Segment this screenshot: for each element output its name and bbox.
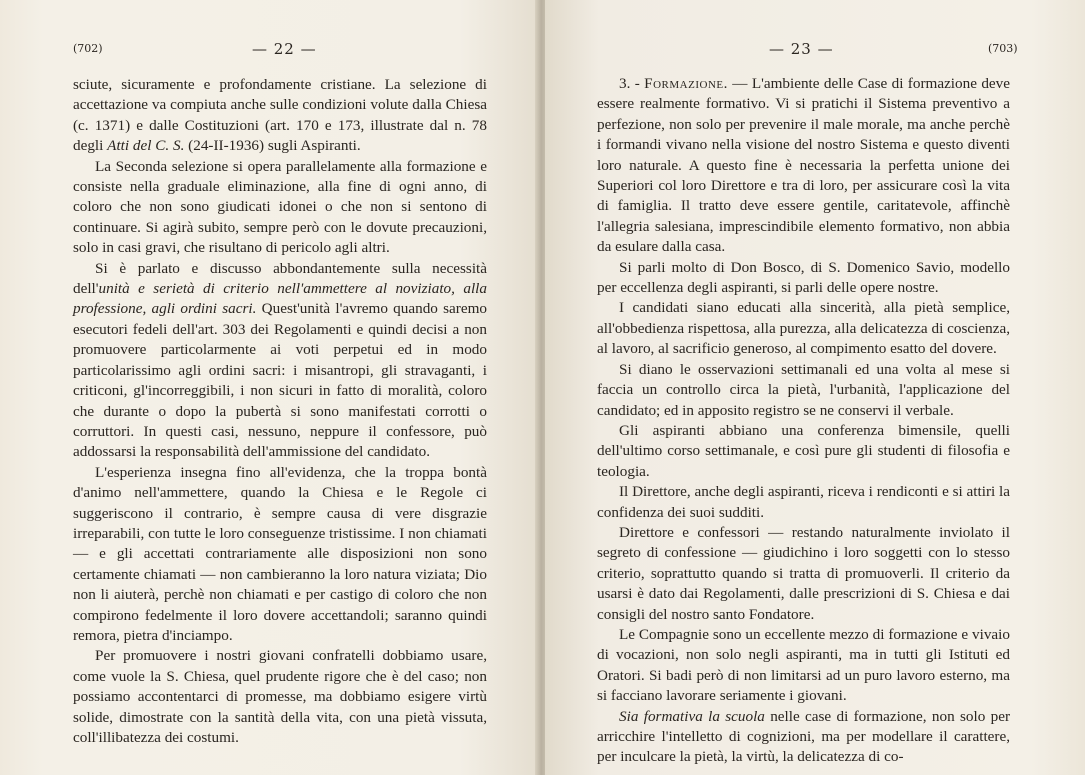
right-archive-number: (703) [988, 42, 1018, 55]
left-page [0, 0, 541, 775]
right-page [545, 0, 1085, 775]
right-page-body [597, 74, 1010, 768]
paragraph [597, 482, 1010, 523]
paragraph [73, 463, 487, 647]
paragraph [597, 707, 1010, 768]
italic-text: unità e serietà di criterio nell'ammettere al noviziato, alla professione, agli ordini sacri. [73, 280, 487, 318]
italic-text: Sia formativa la scuola [619, 707, 765, 725]
paragraph [73, 75, 487, 157]
paragraph [597, 298, 1010, 359]
text-run: L'esperienza insegna fino all'evidenza, che la troppa bontà d'animo nell'ammettere, quando la Chiesa e le Regole ci suggeriscono il contrario, è sempre causa di vere disgrazie irreparabili, con tutte le loro conseguenze tristissime. I non chiamati — e gli accettati contrariamente alle disposizioni non sono certamente chiamati — non cambieranno la loro natura viziata; Dio non li aiuterà, perchè non chiamati e per castigo di coloro che non compirono fedelmente il loro dovere accettandoli; saranno quindi remora, pietra d'inciampo. [73, 463, 487, 644]
text-run: Si diano le osservazioni settimanali ed una volta al mese si faccia un controllo circa la pietà, l'urbanità, l'applicazione del candidato; ed in apposito registro se ne conservi il verbale. [597, 360, 1010, 419]
paragraph [73, 259, 487, 463]
text-run: sciute, sicuramente e profondamente cristiane. La selezione di accettazione va compiuta anche sulle condizioni volute dalla Chiesa (c. 1371) e dalle Costituzioni (art. 170 e 173, illustrate dal n. 78 degli [73, 76, 487, 155]
text-run: Si parli molto di Don Bosco, di S. Domenico Savio, modello per eccellenza degli aspiranti, si parli delle opere nostre. [597, 258, 1010, 297]
text-run: I candidati siano educati alla sincerità, alla pietà semplice, all'obbedienza rispettosa, alla purezza, alla delicatezza di coscienza, al lavoro, al sacrificio generoso, al compimento esatto del dovere. [597, 299, 1010, 358]
text-run: (24-II-1936) sugli Aspiranti. [184, 137, 361, 155]
text-run: 3. - [619, 75, 645, 92]
text-run: Per promuovere i nostri giovani confratelli dobbiamo usare, come vuole la S. Chiesa, quel prudente rigore che è del caso; non possiamo accontentarci di promesse, ma dobbiamo esigere virtù solide, dimostrate con la santità della vita, con una pietà vissuta, coll'illibatezza dei costumi. [73, 647, 487, 746]
small-caps-heading: Formazione. [644, 75, 728, 92]
italic-text: Atti del C. S. [107, 137, 185, 155]
text-run: La Seconda selezione si opera parallelamente alla formazione e consiste nella graduale eliminazione, alla fine di ogni anno, di coloro che non sono giudicati idonei o che non si sentono di continuare. Si agirà subito, sempre però con le dovute precauzioni, solo in casi gravi, che risultano di pericolo agli altri. [73, 157, 487, 257]
paragraph [597, 523, 1010, 625]
paragraph [597, 258, 1010, 299]
text-run: Gli aspiranti abbiano una conferenza bimensile, quelli dell'ultimo corso settimanale, e così pure gli studenti di filosofia e teologia. [597, 421, 1010, 480]
left-archive-number: (702) [73, 42, 103, 55]
text-run: Direttore e confessori — restando naturalmente inviolato il segreto di confessione — giudichino i loro soggetti con lo stesso criterio, soprattutto quando si tratta di promuoverli. Il criterio da usarsi è dato dai Regolamenti, dalle prescrizioni di S. Chiesa e dai consigli del nostro santo Fondatore. [597, 523, 1010, 623]
text-run: Le Compagnie sono un eccellente mezzo di formazione e vivaio di vocazioni, non solo negli aspiranti, ma in tutti gli Istituti ed Oratori. Si badi però di non limitarsi ad un puro lavoro esterno, ma si facciano lavorare seriamente i giovani. [597, 625, 1010, 705]
paragraph [597, 360, 1010, 421]
left-page-body [73, 75, 487, 748]
left-page-number: — 22 — [252, 40, 317, 58]
paragraph [597, 421, 1010, 482]
text-run: Si è parlato e discusso abbondantemente sulla necessità dell' [73, 259, 487, 298]
paragraph [597, 625, 1010, 707]
right-page-number: — 23 — [769, 40, 834, 58]
text-run: Il Direttore, anche degli aspiranti, riceva i rendiconti e si attiri la confidenza dei suoi sudditi. [597, 483, 1010, 521]
text-run: Quest'unità l'avremo quando saremo esecutori fedeli dell'art. 303 dei Regolamenti e quindi decisi a non promuovere particolarmente ai voti perpetui ed in modo particolarissimo agli ordini sacri: i misantropi, gli stravaganti, i criticoni, gl'incorreggibili, i non sicuri in fatto di moralità, coloro che durante o dopo la pubertà si sono manifestati corrotti o corruttori. In questi casi, nessuno, neppure il confessore, può addossarsi la responsabilità dell'ammissione del candidato. [73, 300, 487, 461]
paragraph [597, 74, 1010, 258]
paragraph [73, 646, 487, 748]
paragraph [73, 157, 487, 259]
text-run: — L'ambiente delle Case di formazione deve essere realmente formativo. Vi si pratichi il Sistema preventivo a perfezione, non solo per prevenire il male morale, ma anche perchè i formandi vivano nella visione del nostro Sistema e questo diventi loro naturale. A questo fine è necessaria la perfetta unione dei Superiori col loro Direttore e tra di loro, per assicurare così la vita di famiglia. Il tratto deve essere gentile, caritatevole, affinchè l'allegria salesiana, imprescindibile elemento formativo, non abbia da esulare dalla casa. [597, 75, 1010, 256]
text-run: nelle case di formazione, non solo per arricchire l'intelletto di cognizioni, ma per modellare il carattere, per inculcare la pietà, la virtù, la delicatezza di co- [597, 707, 1011, 766]
